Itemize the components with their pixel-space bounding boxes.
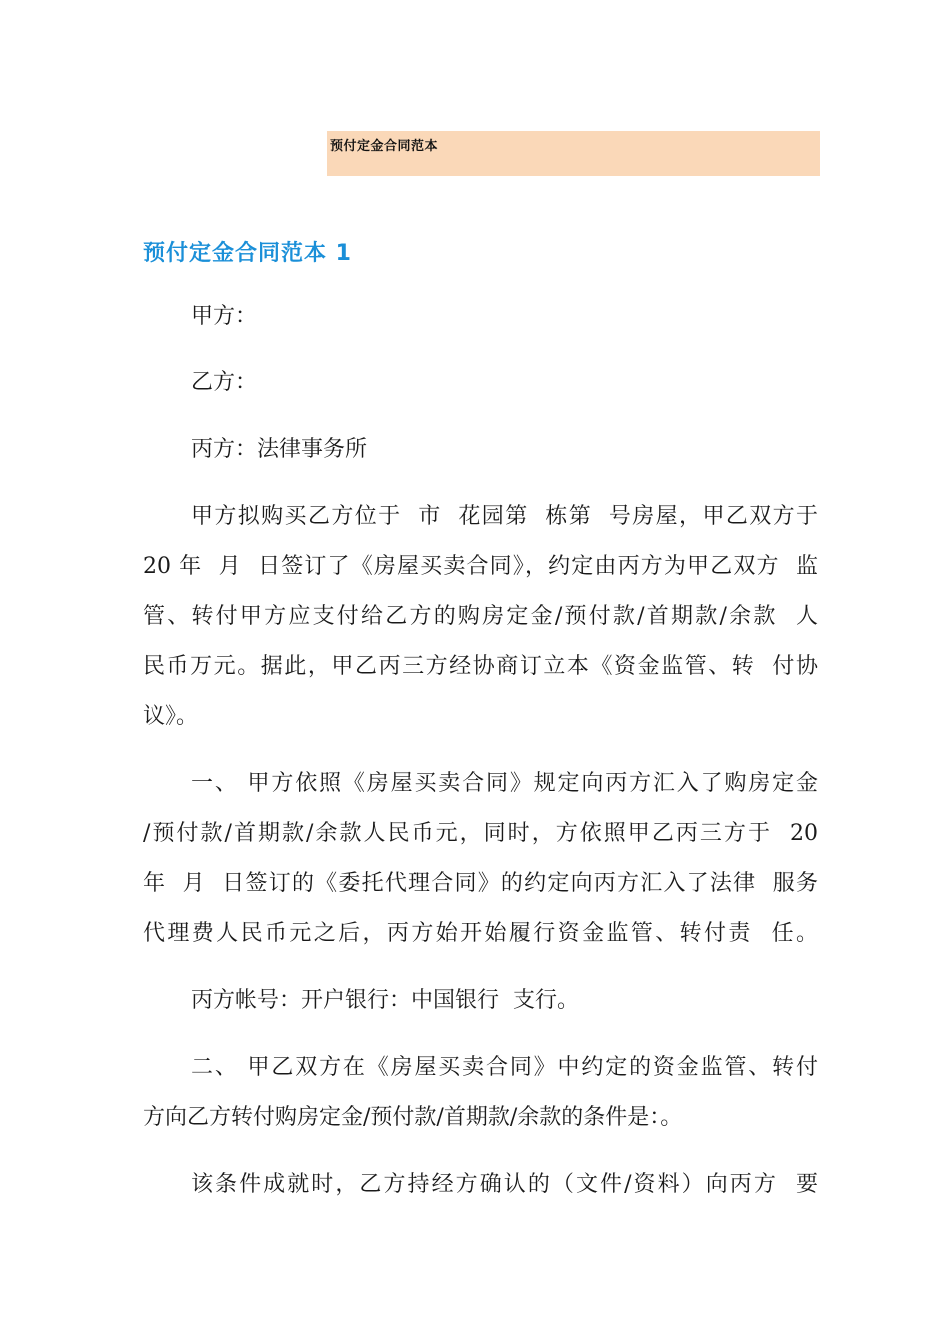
party-c-line: 丙方：法律事务所	[191, 437, 368, 462]
party-a-line: 甲方：	[191, 304, 258, 329]
header-banner-text: 预付定金合同范本	[330, 139, 439, 154]
document-title: 预付定金合同范本 1	[143, 241, 352, 266]
intro-line: 议》。	[143, 704, 199, 729]
account-line: 丙方帐号：开户银行：中国银行 支行。	[191, 988, 579, 1013]
clause-1-line: /预付款/首期款/余款人民币元，同时，方依照甲乙丙三方于 20	[143, 821, 818, 846]
clause-1-line: 一、 甲方依照《房屋买卖合同》规定向丙方汇入了购房定金	[191, 771, 818, 796]
condition-line: 该条件成就时，乙方持经方确认的（文件/资料）向丙方 要	[191, 1172, 818, 1197]
intro-line: 20 年 月 日签订了《房屋买卖合同》，约定由丙方为甲乙双方 监	[143, 554, 818, 579]
intro-line: 甲方拟购买乙方位于 市 花园第 栋第 号房屋，甲乙双方于	[191, 504, 818, 529]
header-banner	[327, 131, 820, 176]
clause-1-line: 年 月 日签订的《委托代理合同》的约定向丙方汇入了法律 服务	[143, 871, 818, 896]
intro-line: 民币万元。据此，甲乙丙三方经协商订立本《资金监管、转 付协	[143, 654, 818, 679]
clause-2-line: 二、 甲乙双方在《房屋买卖合同》中约定的资金监管、转付	[191, 1055, 818, 1080]
intro-line: 管、转付甲方应支付给乙方的购房定金/预付款/首期款/余款 人	[143, 604, 818, 629]
clause-2-line: 方向乙方转付购房定金/预付款/首期款/余款的条件是：。	[143, 1105, 683, 1130]
party-b-line: 乙方：	[191, 370, 258, 395]
clause-1-line: 代理费人民币元之后，丙方始开始履行资金监管、转付责 任。	[143, 921, 818, 946]
